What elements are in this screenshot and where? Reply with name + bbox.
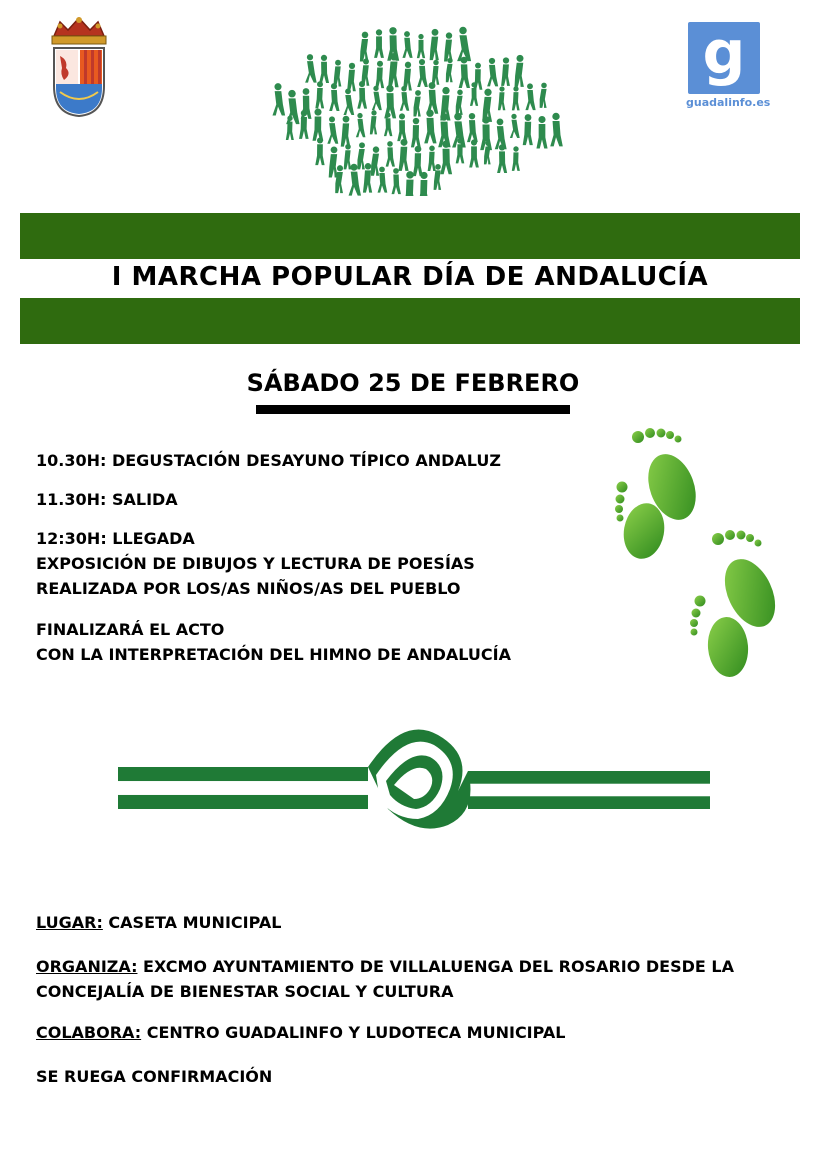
organiza-label: ORGANIZA:	[36, 957, 138, 976]
schedule-line-7: CON LA INTERPRETACIÓN DEL HIMNO DE ANDALUCÍA	[36, 645, 511, 664]
info-lugar	[36, 910, 281, 935]
guadalinfo-logo	[688, 18, 760, 94]
andalucia-ribbon-knot-illustration	[118, 715, 710, 855]
lugar-label: LUGAR:	[36, 913, 103, 932]
schedule-line-6: FINALIZARÁ EL ACTO	[36, 620, 225, 639]
green-footprints-illustration	[610, 425, 790, 685]
schedule-line-3: 12:30H: LLEGADA	[36, 529, 195, 548]
info-organiza-line2: CONCEJALÍA DE BIENESTAR SOCIAL Y CULTURA	[36, 982, 454, 1001]
lugar-value: CASETA MUNICIPAL	[102, 913, 282, 932]
schedule-line-5: REALIZADA POR LOS/AS NIÑOS/AS DEL PUEBLO	[36, 579, 461, 598]
schedule-line-1: 10.30H: DEGUSTACIÓN DESAYUNO TÍPICO ANDALUZ	[36, 451, 501, 470]
colabora-value: CENTRO GUADALINFO Y LUDOTECA MUNICIPAL	[141, 1023, 566, 1042]
event-title: I MARCHA POPULAR DÍA DE ANDALUCÍA	[111, 262, 709, 292]
schedule-line-4: EXPOSICIÓN DE DIBUJOS Y LECTURA DE POESÍAS	[36, 554, 475, 573]
guadalinfo-logo-text: guadalinfo.es	[686, 96, 771, 109]
andalucia-people-map-illustration	[270, 16, 570, 196]
colabora-label: COLABORA:	[36, 1023, 142, 1042]
guadalinfo-letter: g	[702, 18, 746, 88]
green-band-bottom	[20, 298, 800, 344]
info-organiza	[36, 954, 734, 979]
schedule-line-2: 11.30H: SALIDA	[36, 490, 178, 509]
info-colabora	[36, 1020, 565, 1045]
coat-of-arms-logo	[46, 16, 112, 120]
info-confirm: SE RUEGA CONFIRMACIÓN	[36, 1067, 273, 1086]
date-underline-bar	[256, 405, 570, 414]
event-date: SÁBADO 25 DE FEBRERO	[246, 369, 580, 397]
organiza-value: EXCMO AYUNTAMIENTO DE VILLALUENGA DEL ROSARIO DESDE LA	[137, 957, 734, 976]
green-band-top	[20, 213, 800, 259]
